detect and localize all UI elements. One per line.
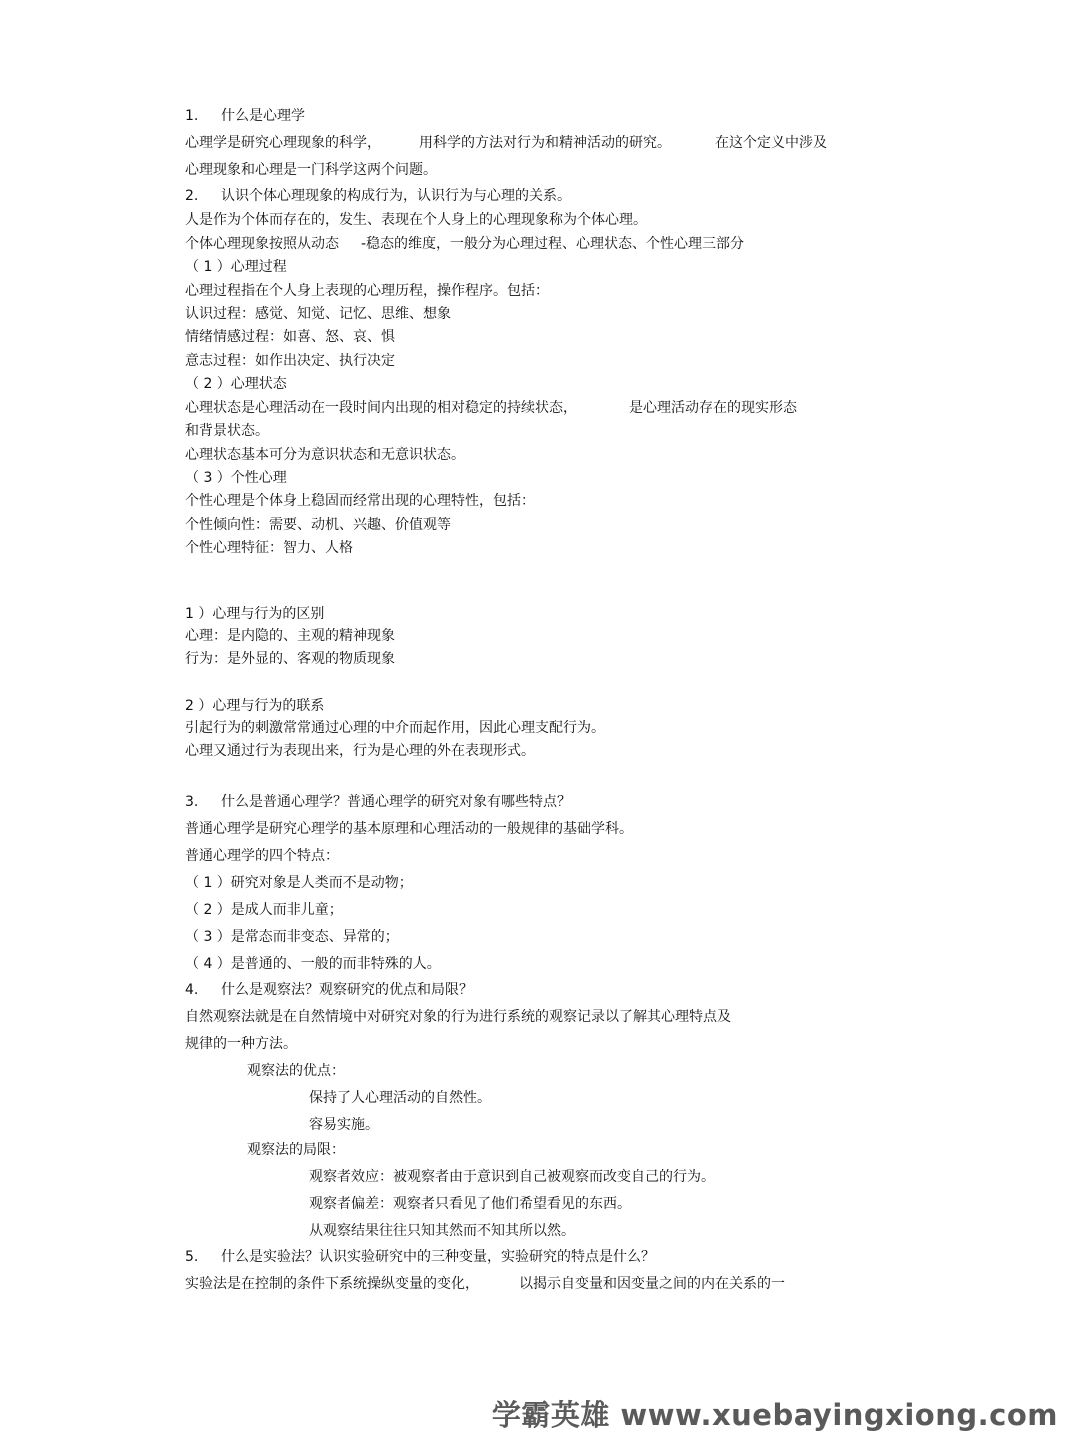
q4-limitation-2: 观察者偏差：观察者只看见了他们希望看见的东西。 — [309, 1196, 631, 1212]
q2-diff-line1: 心理：是内隐的、主观的精神现象 — [185, 628, 395, 644]
q4-limitation-1: 观察者效应：被观察者由于意识到自己被观察而改变自己的行为。 — [309, 1169, 715, 1185]
q4-advantage-2: 容易实施。 — [309, 1117, 379, 1133]
q2-s3-line3: 个性心理特征：智力、人格 — [185, 540, 353, 556]
q1-number: 1. — [185, 108, 199, 124]
q4-limitation-3: 从观察结果往往只知其然而不知其所以然。 — [309, 1223, 575, 1239]
q2-s2-line3: 心理状态基本可分为意识状态和无意识状态。 — [185, 447, 465, 463]
q3-line1: 普通心理学是研究心理学的基本原理和心理活动的一般规律的基础学科。 — [185, 821, 633, 837]
watermark: 学霸英雄 www.xuebayingxiong.com — [491, 1398, 1058, 1432]
q2-s1-line3: 情绪情感过程：如喜、怒、哀、惧 — [185, 329, 395, 345]
q5-title: 什么是实验法？认识实验研究中的三种变量，实验研究的特点是什么？ — [221, 1249, 655, 1265]
q4-limitations-heading: 观察法的局限： — [247, 1142, 345, 1158]
q1-title: 什么是心理学 — [221, 108, 305, 124]
q2-diff-heading: 1 ）心理与行为的区别 — [185, 606, 325, 622]
q2-link-line1: 引起行为的刺激常常通过心理的中介而起作用，因此心理支配行为。 — [185, 720, 605, 736]
q4-number: 4. — [185, 982, 199, 998]
q2-diff-line2: 行为：是外显的、客观的物质现象 — [185, 651, 395, 667]
q2-s2-line2: 和背景状态。 — [185, 423, 269, 439]
q3-item-2: （ 2 ）是成人而非儿童； — [185, 902, 343, 918]
q2-s3-line2: 个性倾向性：需要、动机、兴趣、价值观等 — [185, 517, 451, 533]
q2-link-heading: 2 ）心理与行为的联系 — [185, 698, 325, 714]
q2-s3-line1: 个性心理是个体身上稳固而经常出现的心理特性，包括： — [185, 493, 535, 509]
q4-advantages-heading: 观察法的优点： — [247, 1063, 345, 1079]
q3-title: 什么是普通心理学？普通心理学的研究对象有哪些特点？ — [221, 794, 571, 810]
q4-line2: 规律的一种方法。 — [185, 1036, 297, 1052]
q4-title: 什么是观察法？观察研究的优点和局限？ — [221, 982, 473, 998]
q2-line2: 个体心理现象按照从动态 -稳态的维度，一般分为心理过程、心理状态、个性心理三部分 — [185, 236, 745, 252]
q3-heading — [185, 793, 571, 811]
q2-title: 认识个体心理现象的构成行为，认识行为与心理的关系。 — [221, 188, 571, 204]
q2-number: 2. — [185, 188, 199, 204]
q2-s1-line4: 意志过程：如作出决定、执行决定 — [185, 353, 395, 369]
q2-s1-line2: 认识过程：感觉、知觉、记忆、思维、想象 — [185, 306, 451, 322]
q3-line2: 普通心理学的四个特点： — [185, 848, 339, 864]
q5-heading — [185, 1248, 655, 1266]
q3-number: 3. — [185, 794, 199, 810]
q2-s1-line1: 心理过程指在个人身上表现的心理历程，操作程序。包括： — [185, 283, 549, 299]
q2-heading — [185, 187, 571, 205]
q1-paragraph-line2: 心理现象和心理是一门科学这两个问题。 — [185, 162, 437, 178]
q2-subsection-1: （ 1 ）心理过程 — [185, 259, 287, 275]
q3-item-4: （ 4 ）是普通的、一般的而非特殊的人。 — [185, 956, 441, 972]
q3-item-3: （ 3 ）是常态而非变态、异常的； — [185, 929, 399, 945]
q4-line1: 自然观察法就是在自然情境中对研究对象的行为进行系统的观察记录以了解其心理特点及 — [185, 1009, 731, 1025]
q3-item-1: （ 1 ）研究对象是人类而不是动物； — [185, 875, 413, 891]
q5-line1: 实验法是在控制的条件下系统操纵变量的变化， 以揭示自变量和因变量之间的内在关系的一 — [185, 1276, 785, 1292]
q2-subsection-2: （ 2 ）心理状态 — [185, 376, 287, 392]
q1-paragraph-line1: 心理学是研究心理现象的科学， 用科学的方法对行为和精神活动的研究。 在这个定义中涉及 — [185, 135, 827, 151]
q1-heading — [185, 107, 305, 125]
q5-number: 5. — [185, 1249, 199, 1265]
q2-line1: 人是作为个体而存在的，发生、表现在个人身上的心理现象称为个体心理。 — [185, 212, 647, 228]
q2-subsection-3: （ 3 ）个性心理 — [185, 470, 287, 486]
q4-advantage-1: 保持了人心理活动的自然性。 — [309, 1090, 491, 1106]
q2-link-line2: 心理又通过行为表现出来，行为是心理的外在表现形式。 — [185, 743, 535, 759]
q2-s2-line1: 心理状态是心理活动在一段时间内出现的相对稳定的持续状态， 是心理活动存在的现实形态 — [185, 400, 797, 416]
q4-heading — [185, 981, 473, 999]
